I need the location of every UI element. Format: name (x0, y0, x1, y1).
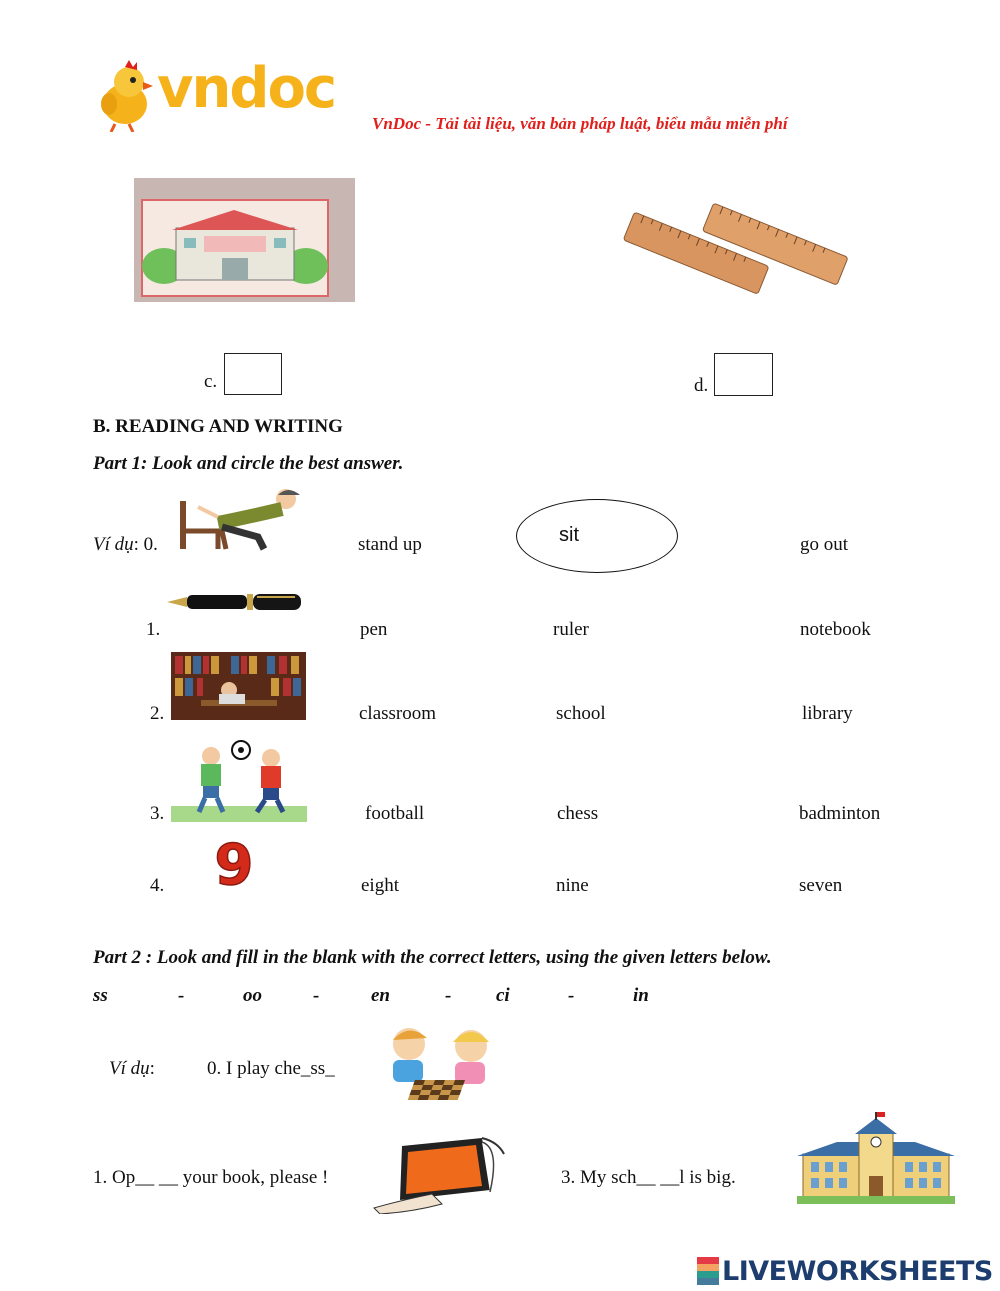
question-1-option-2[interactable]: ruler (553, 619, 589, 640)
example-option-1[interactable]: stand up (358, 534, 422, 555)
example2-colon: : (149, 1058, 155, 1079)
part2-title: Part 2 : Look and fill in the blank with the correct letters, using the given letters below. (93, 947, 772, 968)
example-circled-answer (516, 499, 678, 573)
question-3-number: 3. (150, 803, 165, 824)
example-option-2[interactable]: sit (559, 524, 579, 546)
answer-d-box[interactable] (714, 353, 773, 396)
question-2-option-1[interactable]: classroom (359, 703, 437, 724)
library-picture (171, 652, 306, 720)
question-4-option-3[interactable]: seven (799, 875, 843, 896)
question-3-option-1[interactable]: football (365, 803, 425, 824)
logo-wordmark: vndoc (157, 56, 336, 121)
example2-prefix: Ví dụ (109, 1058, 150, 1079)
letter-ss: ss (93, 985, 108, 1006)
example-number: : 0. (133, 534, 158, 555)
separator: - (178, 985, 185, 1006)
number-nine-picture (202, 836, 266, 892)
section-title: B. READING AND WRITING (93, 416, 343, 437)
open-book-picture (372, 1134, 518, 1214)
question-4-option-1[interactable]: eight (361, 875, 399, 896)
kids-playing-chess-picture (375, 1022, 505, 1106)
question-4-number: 4. (150, 875, 165, 896)
question-1-number: 1. (146, 619, 161, 640)
letter-oo: oo (243, 985, 262, 1006)
separator: - (568, 985, 575, 1006)
question-2-number: 2. (150, 703, 165, 724)
question-3-option-3[interactable]: badminton (799, 803, 881, 824)
separator: - (445, 985, 452, 1006)
separator: - (313, 985, 320, 1006)
fill-question-3[interactable]: 3. My sch__ __l is big. (561, 1167, 736, 1188)
liveworksheets-brand: LIVEWORKSHEETS (722, 1255, 993, 1287)
letter-en: en (371, 985, 390, 1006)
rulers-picture (615, 195, 855, 320)
site-tagline: VnDoc - Tải tài liệu, văn bản pháp luật, biểu mẫu miễn phí (372, 114, 788, 133)
fill-question-1[interactable]: 1. Op__ __ your book, please ! (93, 1167, 329, 1188)
example-prefix: Ví dụ (93, 534, 134, 555)
school-building-picture (797, 1112, 955, 1204)
question-2-option-3[interactable]: library (802, 703, 853, 724)
example2-label (109, 1058, 155, 1080)
part1-title: Part 1: Look and circle the best answer. (93, 453, 404, 474)
chicken-mascot-icon (95, 60, 157, 132)
liveworksheets-logo[interactable] (697, 1255, 993, 1287)
vndoc-logo (95, 58, 360, 133)
letter-ci: ci (496, 985, 510, 1006)
question-1-option-1[interactable]: pen (360, 619, 388, 640)
park-primary-school-picture (134, 178, 355, 302)
question-2-option-2[interactable]: school (556, 703, 606, 724)
question-4-option-2[interactable]: nine (556, 875, 589, 896)
answer-c-label: c. (204, 371, 218, 392)
live-badge-icon (697, 1257, 719, 1285)
example-label (93, 534, 158, 556)
given-letters (93, 985, 693, 1009)
answer-d-label: d. (694, 375, 709, 396)
answer-c-box[interactable] (224, 353, 282, 395)
example2-sentence: 0. I play che_ss_ (207, 1058, 335, 1079)
football-kids-picture (171, 736, 307, 822)
question-3-option-2[interactable]: chess (557, 803, 599, 824)
pen-picture (165, 590, 303, 614)
letter-in: in (633, 985, 649, 1006)
example-option-3[interactable]: go out (800, 534, 849, 555)
sitting-person-picture (178, 487, 308, 551)
question-1-option-3[interactable]: notebook (800, 619, 871, 640)
svg-text:9: 9 (214, 836, 254, 892)
